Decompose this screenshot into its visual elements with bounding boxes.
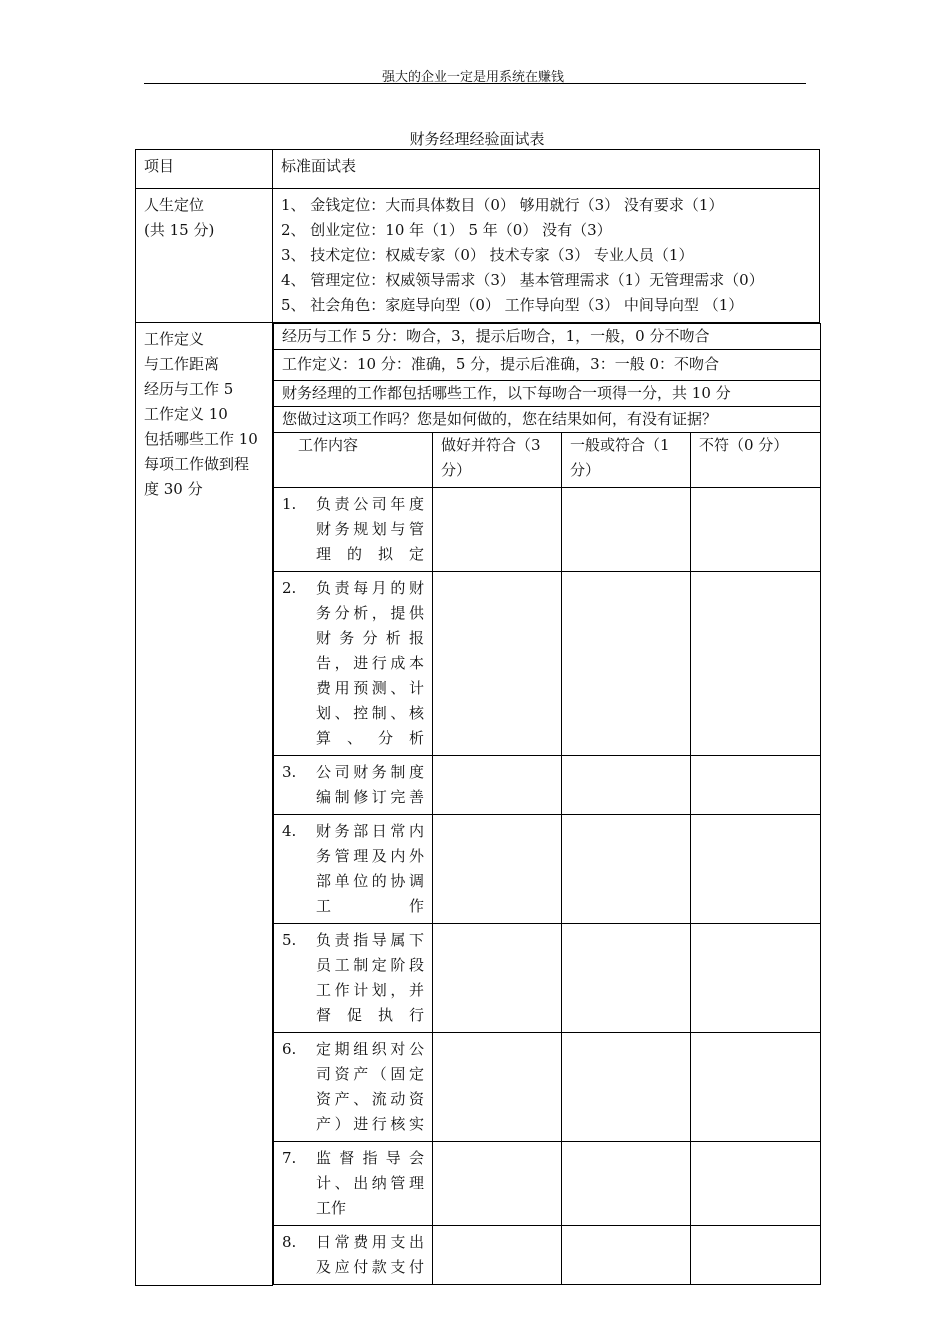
header-divider (144, 83, 806, 84)
work-label: 与工作距离 (144, 355, 220, 373)
work-item-text: 务分析，提供 (316, 604, 424, 622)
header-item-cell (136, 150, 273, 189)
life-label-1: 人生定位 (144, 196, 205, 214)
work-item-row (274, 815, 821, 924)
score-good-cell[interactable] (433, 1226, 562, 1285)
work-item-text: 财务规划与管 (316, 520, 424, 538)
work-item-cell (274, 1142, 433, 1226)
bad-header: 不符（0 分） (699, 436, 789, 454)
score-header-row (274, 433, 821, 488)
work-item-text: 员工制定阶段 (316, 956, 424, 974)
score-normal-cell[interactable] (562, 1142, 691, 1226)
work-item-number: 6. (282, 1040, 297, 1058)
work-item-cell (274, 756, 433, 815)
life-criterion: 4、 管理定位：权威领导需求（3） 基本管理需求（1）无管理需求（0） (281, 271, 764, 289)
score-normal-cell[interactable] (562, 1033, 691, 1142)
work-item-text: 负责公司年度 (316, 495, 424, 513)
work-item-text: 负责指导属下 (316, 931, 424, 949)
rule-row (274, 350, 821, 381)
work-label: 经历与工作 5 (144, 380, 234, 398)
work-item-row (274, 924, 821, 1033)
work-item-text: 算、分析 (316, 729, 424, 747)
work-item-cell (274, 572, 433, 756)
work-item-text: 定期组织对公 (316, 1040, 424, 1058)
work-item-row (274, 1142, 821, 1226)
life-label-cell (136, 189, 273, 323)
work-item-cell (274, 815, 433, 924)
score-good-cell[interactable] (433, 815, 562, 924)
normal-header-line: 一般或符合（1 (570, 436, 670, 454)
interview-table (135, 149, 820, 1286)
good-header-line: 分） (441, 461, 472, 479)
work-item-cell (274, 488, 433, 572)
header-slogan: 强大的企业一定是用系统在赚钱 (381, 70, 564, 85)
life-criteria-cell (273, 189, 820, 323)
work-detail-table (273, 323, 821, 1285)
rule-text: 财务经理的工作都包括哪些工作，以下每吻合一项得一分，共 10 分 (282, 384, 731, 402)
work-item-text: 公司财务制度 (316, 763, 424, 781)
life-label-2: (共 15 分) (144, 221, 215, 239)
work-item-text: 工作 (316, 897, 424, 915)
score-normal-cell[interactable] (562, 488, 691, 572)
work-item-text: 计、出纳管理 (316, 1174, 424, 1192)
work-item-text: 部单位的协调 (316, 872, 424, 890)
life-criterion: 1、 金钱定位：大而具体数目（0） 够用就行（3） 没有要求（1） (281, 196, 724, 214)
work-item-row (274, 488, 821, 572)
work-item-text: 编制修订完善 (316, 788, 424, 806)
work-item-number: 3. (282, 763, 297, 781)
work-item-text: 务管理及内外 (316, 847, 424, 865)
work-item-cell (274, 924, 433, 1033)
score-bad-cell[interactable] (691, 815, 821, 924)
work-item-number: 8. (282, 1233, 297, 1251)
score-good-cell[interactable] (433, 488, 562, 572)
rule-cell (274, 350, 821, 381)
work-item-number: 1. (282, 495, 297, 513)
work-item-text: 告，进行成本 (316, 654, 424, 672)
header-standard-cell (273, 150, 820, 189)
life-criterion: 5、 社会角色：家庭导向型（0） 工作导向型（3） 中间导向型 （1） (281, 296, 744, 314)
work-item-text: 费用预测、计 (316, 679, 424, 697)
score-normal-cell[interactable] (562, 924, 691, 1033)
work-item-row (274, 1226, 821, 1285)
work-item-text: 财务部日常内 (316, 822, 424, 840)
life-criterion: 3、 技术定位：权威专家（0） 技术专家（3） 专业人员（1） (281, 246, 694, 264)
work-item-text: 监督指导会 (316, 1149, 424, 1167)
work-label: 工作定义 (144, 330, 205, 348)
rule-cell (274, 324, 821, 350)
rule-row (274, 407, 821, 433)
content-header-cell (274, 433, 433, 488)
score-good-cell[interactable] (433, 1033, 562, 1142)
score-good-cell[interactable] (433, 1142, 562, 1226)
work-item-text: 负责每月的财 (316, 579, 424, 597)
work-detail-cell (273, 323, 820, 1286)
work-item-text: 工作 (316, 1199, 347, 1217)
bad-header-cell (691, 433, 821, 488)
score-bad-cell[interactable] (691, 1226, 821, 1285)
good-header-line: 做好并符合（3 (441, 436, 541, 454)
work-item-text: 划、控制、核 (316, 704, 424, 722)
work-item-number: 7. (282, 1149, 297, 1167)
work-label: 包括哪些工作 10 (144, 430, 258, 448)
work-item-row (274, 756, 821, 815)
rule-text: 经历与工作 5 分：吻合，3，提示后吻合，1，一般，0 分不吻合 (282, 327, 710, 345)
score-bad-cell[interactable] (691, 572, 821, 756)
life-criterion: 2、 创业定位：10 年（1） 5 年（0） 没有（3） (281, 221, 612, 239)
work-item-number: 5. (282, 931, 297, 949)
score-bad-cell[interactable] (691, 1033, 821, 1142)
normal-header-line: 分） (570, 461, 601, 479)
score-bad-cell[interactable] (691, 924, 821, 1033)
table-header-row (136, 150, 820, 189)
good-header-cell (433, 433, 562, 488)
rule-cell (274, 381, 821, 407)
work-item-text: 督促执行 (316, 1006, 424, 1024)
score-normal-cell[interactable] (562, 572, 691, 756)
score-good-cell[interactable] (433, 572, 562, 756)
work-item-cell (274, 1226, 433, 1285)
work-label: 每项工作做到程 (144, 455, 250, 473)
header-standard: 标准面试表 (281, 157, 357, 175)
score-good-cell[interactable] (433, 756, 562, 815)
normal-header-cell (562, 433, 691, 488)
work-label: 工作定义 10 (144, 405, 228, 423)
work-label: 度 30 分 (144, 480, 203, 498)
work-item-text: 日常费用支出 (316, 1233, 424, 1251)
work-item-text: 司资产（固定 (316, 1065, 424, 1083)
document-title: 财务经理经验面试表 (409, 130, 545, 148)
work-item-number: 2. (282, 579, 297, 597)
score-normal-cell[interactable] (562, 756, 691, 815)
work-item-text: 工作计划，并 (316, 981, 424, 999)
rule-row (274, 324, 821, 350)
content-header: 工作内容 (298, 436, 359, 454)
score-bad-cell[interactable] (691, 756, 821, 815)
score-good-cell[interactable] (433, 924, 562, 1033)
score-normal-cell[interactable] (562, 1226, 691, 1285)
rule-text: 您做过这项工作吗？您是如何做的，您在结果如何，有没有证据？ (282, 410, 718, 428)
work-item-cell (274, 1033, 433, 1142)
rule-cell (274, 407, 821, 433)
work-item-text: 理的拟定 (316, 545, 424, 563)
work-label-cell (136, 323, 273, 1286)
work-item-row (274, 1033, 821, 1142)
work-item-number: 4. (282, 822, 297, 840)
rule-row (274, 381, 821, 407)
rule-text: 工作定义：10 分：准确，5 分，提示后准确，3：一般 0：不吻合 (282, 355, 720, 373)
score-normal-cell[interactable] (562, 815, 691, 924)
work-definition-row (136, 323, 820, 1286)
work-item-text: 财务分析报 (316, 629, 424, 647)
work-item-text: 资产、流动资 (316, 1090, 424, 1108)
score-bad-cell[interactable] (691, 1142, 821, 1226)
score-bad-cell[interactable] (691, 488, 821, 572)
header-item: 项目 (144, 157, 175, 175)
work-item-text: 产）进行核实 (316, 1115, 424, 1133)
work-item-text: 及应付款支付 (316, 1258, 424, 1276)
life-positioning-row (136, 189, 820, 323)
work-item-row (274, 572, 821, 756)
